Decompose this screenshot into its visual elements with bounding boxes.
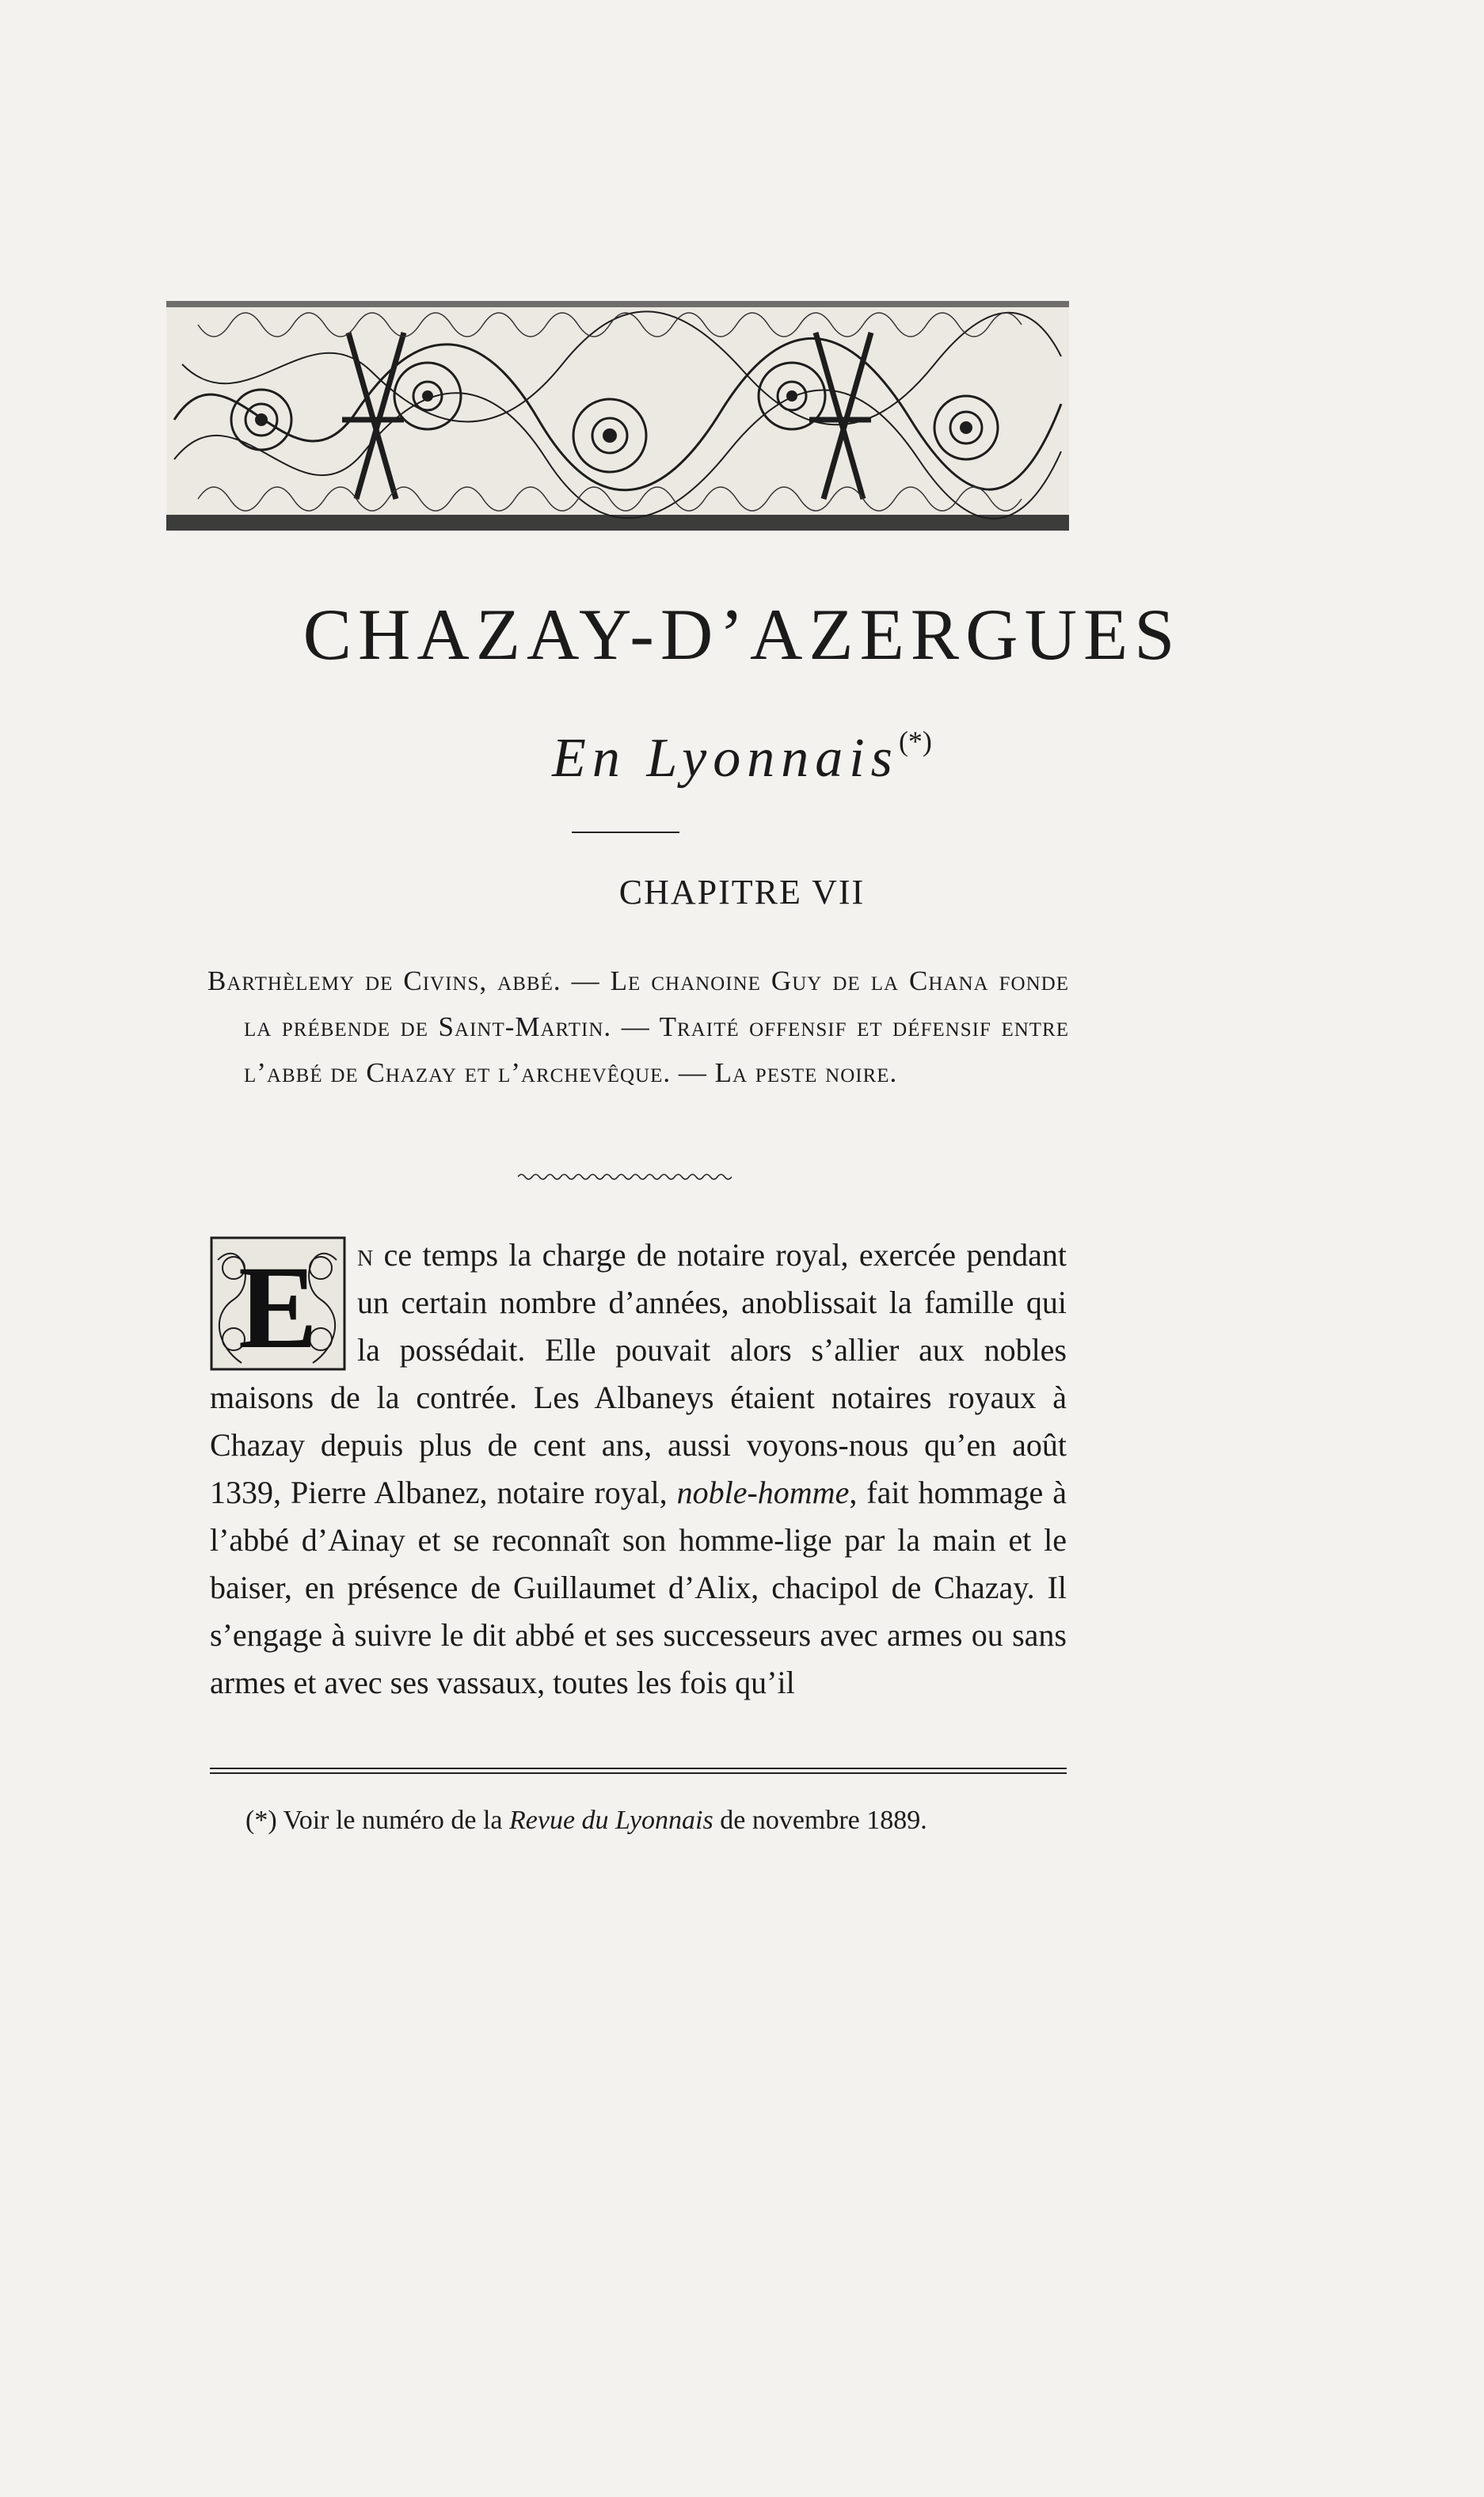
- body-text-1: ce temps la charge de notaire royal, exercée pendant un certain nombre d’années, anoblissait la famille qui la possédait. Elle pouvait alors s’allier aux nobles maisons de la contrée. Les Albaneys étaient notaires royaux à Chazay depuis plus de cent ans, aussi voyons-nous qu’en août 1339, Pierre Albanez, notaire royal,: [210, 1237, 1067, 1510]
- footnote-mark: (*): [245, 1806, 277, 1835]
- subtitle-text: En Lyonnais: [552, 728, 899, 789]
- wavy-divider-icon: [518, 1170, 732, 1183]
- body-italic-1: noble-homme: [676, 1475, 850, 1510]
- page-title: CHAZAY-D’AZERGUES: [303, 594, 1181, 675]
- subtitle-footnote-mark: (*): [898, 725, 932, 757]
- chapter-summary: Barthèlemy de Civins, abbé. — Le chanoine Guy de la Chana fonde la prébende de Saint-Martin. — Traité offensif et défensif entre l’abbé de Chazay et l’archevêque. — La peste noire.: [207, 965, 1069, 1088]
- body-paragraph: [210, 1231, 1067, 1707]
- footnote-italic: Revue du Lyonnais: [509, 1806, 713, 1835]
- body-text-2: , fait hommage à l’abbé d’Ainay et se reconnaît son homme-lige par la main et le baiser, en présence de Guillaumet d’Alix, chacipol de Chazay. Il s’engage à suivre le dit abbé et ses successeurs avec armes ou sans armes et avec ses vassaux, toutes les fois qu’il: [210, 1475, 1067, 1700]
- footnote: [245, 1802, 1069, 1840]
- drop-cap-ornament-icon: [210, 1236, 346, 1371]
- ornamental-headpiece-icon: [166, 301, 1069, 531]
- footnote-separator: [210, 1768, 1067, 1774]
- page-subtitle: [0, 725, 1484, 789]
- drop-cap-letter: E: [238, 1242, 318, 1371]
- chapter-heading: CHAPITRE VII: [618, 873, 866, 912]
- title-divider: [572, 832, 679, 833]
- footnote-text-before: Voir le numéro de la: [276, 1806, 510, 1835]
- body-first-word: n: [357, 1237, 374, 1273]
- footnote-text-after: de novembre 1889.: [713, 1806, 927, 1835]
